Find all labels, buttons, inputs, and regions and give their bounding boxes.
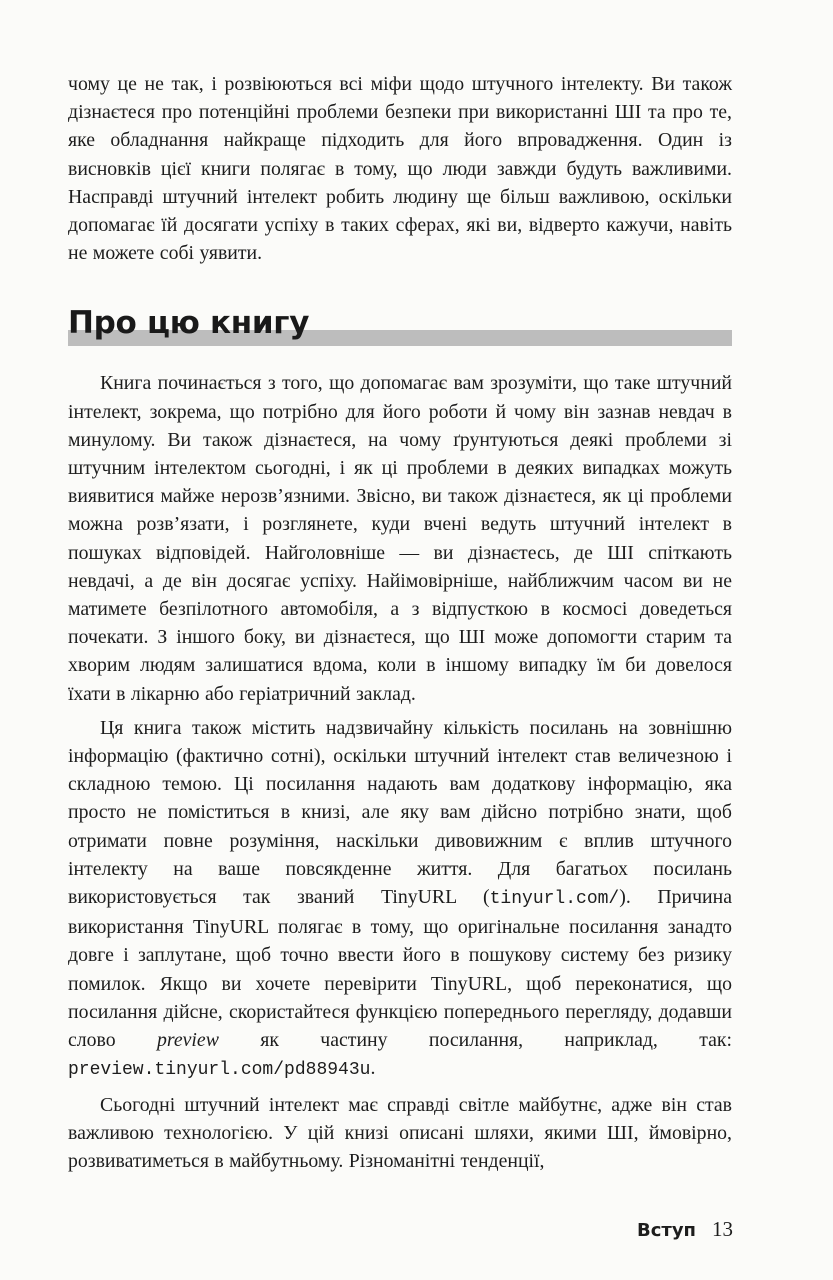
paragraph-links-text-3: як частину посилання, наприклад, так:: [218, 1029, 732, 1052]
preview-url-code: preview.tinyurl.com/pd88943u: [68, 1060, 371, 1081]
section-heading: Про цю книгу: [68, 305, 310, 342]
paragraph-links-text-1: Ця книга також містить надзвичайну кількість посилань на зовнішню інформацію (фактично сотні), оскільки штучний інтелект став величезною і складною темою. Ці посилання надають вам додаткову інформацію, яка просто не поміститься в книзі, але яку вам дійсно потрібно знати, щоб отримати повне розуміння, наскільки дивовижним є вплив штучного інтелекту на ваше повсякденне життя. Для багатьох посилань використовується так званий TinyURL (: [68, 716, 732, 909]
paragraph-future: Сьогодні штучний інтелект має справді світле майбутнє, адже він став важливою технологією. У цій книзі описані шляхи, якими ШІ, ймовірно, розвиватиметься в майбутньому. Різноманітні тенденції,: [68, 1093, 732, 1172]
paragraph-links-text-2: ). Причина використання TinyURL полягає в тому, що оригінальне посилання занадто довге і заплутане, щоб точно ввести його в пошукову систему без ризику помилок. Якщо ви хочете перевірити TinyURL, щоб переконатися, що посилання дійсне, скористайтеся функцією попереднього перегляду, додавши слово: [68, 886, 732, 1052]
page-content: [68, 70, 732, 1175]
intro-paragraph: чому це не так, і розвіюються всі міфи щодо штучного інтелекту. Ви також дізнаєтеся про потенційні проблеми безпеки при використанні ШІ та про те, яке обладнання найкраще підходить для його впровадження. Один із висновків цієї книги полягає в тому, що люди завжди будуть важливими. Насправді штучний інтелект робить людину ще більш важливою, оскільки допомагає їй досягати успіху в таких сферах, які ви, відверто кажучи, навіть не можете собі уявити.: [68, 73, 732, 265]
preview-word: preview: [157, 1029, 219, 1052]
paragraph-links-text-4: .: [370, 1057, 376, 1080]
page-number: 13: [712, 1217, 733, 1241]
page-footer: [637, 1217, 733, 1242]
paragraph-links: [68, 714, 732, 1085]
footer-section-label: Вступ: [637, 1220, 696, 1241]
paragraph-book-overview: Книга починається з того, що допомагає вам зрозуміти, що таке штучний інтелект, зокрема, що потрібно для його роботи й чому він зазнав невдач в минулому. Ви також дізнаєтеся, на чому ґрунтуються деякі проблеми зі штучним інтелектом сьогодні, і як ці проблеми в деяких випадках можуть виявитися майже нерозв’язними. Звісно, ви також дізнаєтеся, як ці проблеми можна розв’язати, і розглянете, куди вчені ведуть штучний інтелект в пошуках відповідей. Найголовніше — ви дізнаєтесь, де ШІ спіткають невдачі, а де він досягає успіху. Найімовірніше, найближчим часом ви не матимете безпілотного автомобіля, а з відпусткою в космосі доведеться почекати. З іншого боку, ви дізнаєтеся, що ШІ може допомогти старим та хворим людям залишатися вдома, коли в іншому випадку їм би довелося їхати в лікарню або геріатричний заклад.: [68, 372, 732, 705]
tinyurl-code: tinyurl.com/: [489, 889, 620, 910]
section-heading-block: [68, 301, 732, 351]
